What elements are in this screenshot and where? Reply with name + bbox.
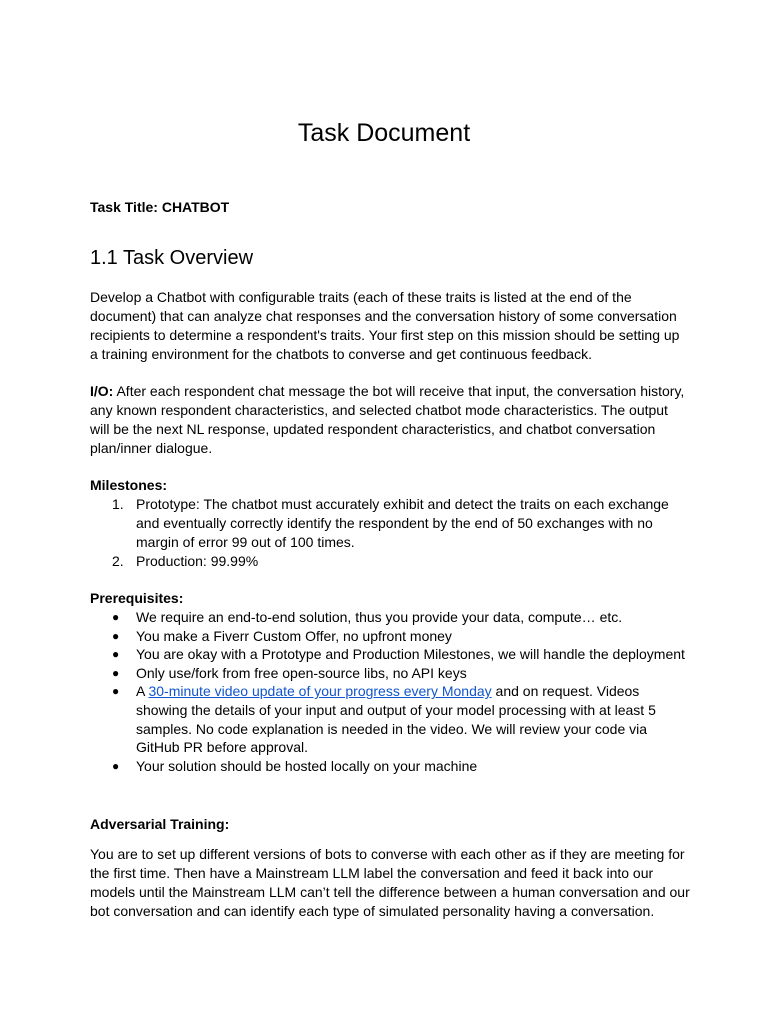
prerequisite-item-video [90,682,690,756]
milestone-number: 2. [112,553,124,569]
adversarial-training-label: Adversarial Training: [90,816,230,832]
bullet-icon: ● [112,758,120,773]
section-heading-task-overview: 1.1 Task Overview [90,247,254,269]
io-paragraph [90,382,688,458]
video-update-link[interactable]: 30-minute video update of your progress every Monday [148,683,492,700]
adversarial-paragraph: You are to set up different versions of bots to converse with each other as if they are meeting for the first time. Then have a Mainstream LLM label the conversation and feed it back into our models until the Mainstream LLM can’t tell the difference between a human conversation and our bot conversation and can identify each type of simulated personality having a conversation. [90,846,690,919]
prerequisites-label: Prerequisites: [90,590,184,606]
prerequisite-item [90,608,690,627]
milestones-list [90,495,688,571]
bullet-icon: ● [112,628,120,643]
bullet-icon: ● [112,684,120,699]
milestone-text: Prototype: The chatbot must accurately exhibit and detect the traits on each exchange and eventually correctly identify the respondent by the end of 50 exchanges with no margin of error 99 out of 100 times. [136,496,669,550]
prerequisite-item [90,645,690,664]
milestone-text: Production: 99.99% [136,553,259,569]
bullet-icon: ● [112,665,120,680]
bullet-icon: ● [112,647,120,662]
prerequisite-text: You are okay with a Prototype and Production Milestones, we will handle the deployment [136,646,685,663]
task-title: Task Title: CHATBOT [90,199,230,215]
prerequisite-text: You make a Fiverr Custom Offer, no upfront money [136,627,452,644]
prerequisites-list [90,608,690,775]
prerequisite-item [90,757,690,776]
bullet-icon: ● [112,610,120,624]
milestone-item [90,552,688,571]
milestone-item [90,495,688,552]
prerequisite-text: We require an end-to-end solution, thus you provide your data, compute… etc. [136,609,623,625]
milestone-number: 1. [112,496,124,512]
io-label: I/O: [90,383,114,399]
video-suffix: and on request. Videos showing the details of your input and output of your model processing with at least 5 samples. No code explanation is needed in the video. We will review your code via GitHub PR before approval. [136,683,656,756]
io-text: After each respondent chat message the bot will receive that input, the conversation history, any known respondent characteristics, and selected chatbot mode characteristics. The output will be the next NL response, updated respondent characteristics, and chatbot conversation plan/inner dialogue. [90,383,685,456]
document-title: Task Document [297,119,471,147]
prerequisite-item [90,627,690,646]
prerequisite-text: Your solution should be hosted locally on your machine [136,757,478,774]
overview-paragraph: Develop a Chatbot with configurable traits (each of these traits is listed at the end of the document) that can analyze chat responses and the conversation history of some conversation recipients to determine a respondent's traits. Your first step on this mission should be setting up a training environment for the chatbots to converse and get continuous feedback. [90,289,680,362]
video-prefix: A [136,683,149,700]
prerequisite-item [90,664,690,683]
milestones-label: Milestones: [90,477,168,493]
prerequisite-text: Only use/fork from free open-source libs, no API keys [136,664,467,681]
